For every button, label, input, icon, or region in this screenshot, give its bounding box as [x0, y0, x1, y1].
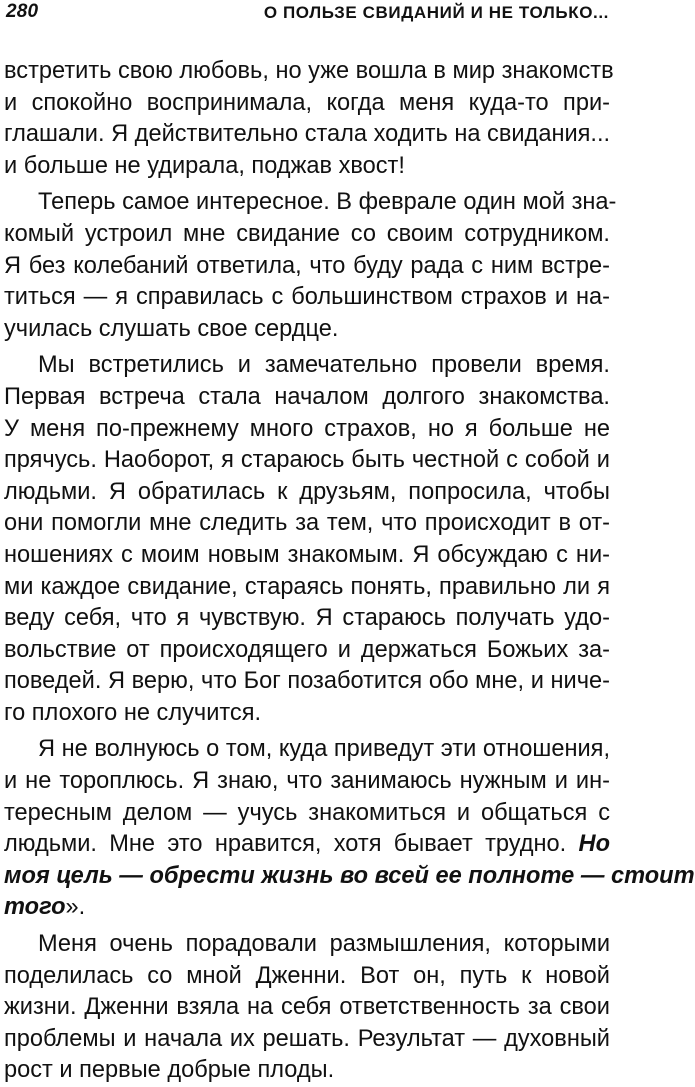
text-plain: людьми. Мне это нравится, хотя бывает трудно.	[4, 831, 579, 858]
text-italic: Но	[578, 831, 610, 858]
paragraph	[4, 56, 614, 182]
closing-quote: ».	[65, 894, 86, 921]
text-line	[4, 861, 695, 893]
text-line: рост и первые добрые плоды.	[4, 1057, 335, 1084]
text-italic: моя цель — обрести жизнь во всей ее полноте — стоит	[4, 862, 695, 889]
text-line: и спокойно воспринимала, когда меня куда-то при-	[4, 89, 610, 116]
text-line: людьми. Я обратилась к друзьям, попросила, чтобы	[4, 478, 610, 505]
running-title: О ПОЛЬЗЕ СВИДАНИЙ И НЕ ТОЛЬКО...	[263, 3, 609, 22]
text-line: Первая встреча стала началом долгого знакомства.	[4, 383, 610, 410]
text-line: титься — я справилась с большинством страхов и на-	[4, 284, 610, 311]
body-text	[4, 56, 695, 1087]
paragraph	[4, 187, 617, 345]
paragraph	[4, 929, 610, 1087]
text-line: и больше не удирала, поджав хвост!	[4, 152, 405, 179]
text-line: ми каждое свидание, стараясь понять, правильно ли я	[4, 573, 610, 600]
text-line: они помогли мне следить за тем, что происходит в от-	[4, 510, 610, 537]
text-line: тересным делом — учусь знакомиться и общаться с	[4, 799, 610, 826]
text-line: го плохого не случится.	[4, 699, 262, 726]
text-line: поделилась со мной Дженни. Вот он, путь к новой	[4, 962, 610, 989]
text-line	[4, 892, 610, 924]
text-line: ношениях с моим новым знакомым. Я обсуждаю с ни-	[4, 541, 610, 568]
paragraph	[4, 350, 610, 729]
text-line: вольствие от происходящего и держаться Божьих за-	[4, 636, 610, 663]
text-line: поведей. Я верю, что Бог позаботится обо мне, и ниче-	[4, 668, 610, 695]
page-number: 280	[6, 1, 39, 22]
text-line: комый устроил мне свидание со своим сотрудником.	[4, 220, 610, 247]
text-line: и не тороплюсь. Я знаю, что занимаюсь нужным и ин-	[4, 768, 610, 795]
text-line: проблемы и начала их решать. Результат — духовный	[4, 1025, 610, 1052]
text-line: прячусь. Наоборот, я стараюсь быть честной с собой и	[4, 447, 610, 474]
text-line: встретить свою любовь, но уже вошла в мир знакомств	[4, 58, 614, 84]
text-line: веду себя, что я чувствую. Я стараюсь получать удо-	[4, 605, 610, 632]
text-line: Я не волнуюсь о том, куда приведут эти отношения,	[38, 736, 610, 763]
text-italic: того	[4, 894, 66, 921]
paragraph	[4, 734, 695, 924]
text-line: глашали. Я действительно стала ходить на свидания...	[4, 121, 611, 148]
text-line: У меня по-прежнему много страхов, но я больше не	[4, 415, 610, 442]
text-line: Меня очень порадовали размышления, которыми	[38, 931, 610, 958]
text-line: жизни. Дженни взяла на себя ответственность за свои	[4, 994, 610, 1021]
text-line	[4, 829, 610, 861]
text-line: Я без колебаний ответила, что буду рада с ним встре-	[4, 252, 610, 279]
text-line: Теперь самое интересное. В феврале один мой зна-	[38, 189, 617, 216]
text-line: училась слушать свое сердце.	[4, 315, 339, 342]
text-line: Мы встретились и замечательно провели время.	[38, 352, 610, 379]
page-header	[4, 0, 615, 44]
